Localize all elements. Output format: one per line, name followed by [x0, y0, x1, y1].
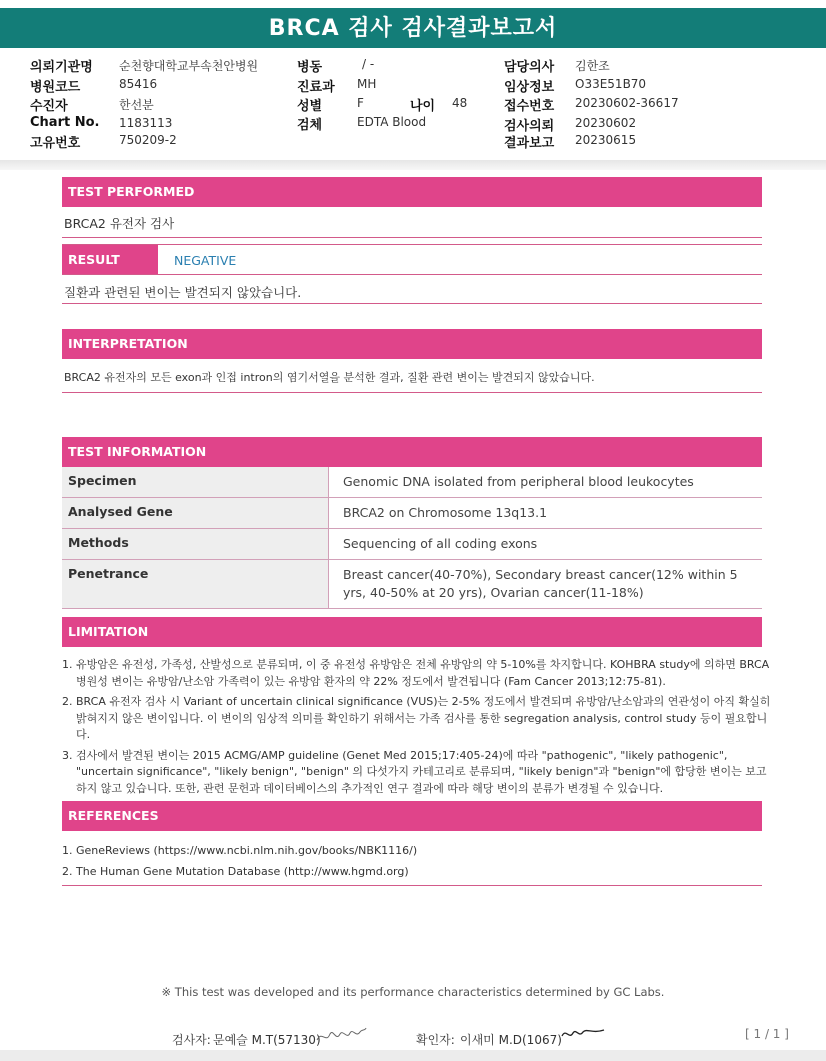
hospital-label: 의뢰기관명 [30, 60, 93, 75]
row-value: Genomic DNA isolated from peripheral blood leukocytes [329, 467, 763, 498]
report-date-value: 20230615 [575, 133, 637, 147]
test-performed-text: BRCA2 유전자 검사 [64, 216, 175, 231]
divider [62, 244, 762, 245]
specimen-value: EDTA Blood [357, 115, 427, 129]
result-heading: RESULT [62, 245, 158, 275]
chart-value: 1183113 [119, 116, 173, 130]
request-value: 20230602 [575, 116, 637, 130]
divider [62, 274, 762, 275]
patient-value: 한선분 [119, 98, 154, 112]
result-text: 질환과 관련된 변이는 발견되지 않았습니다. [64, 285, 302, 300]
interpretation-text: BRCA2 유전자의 모든 exon과 인접 intron의 염기서열을 분석한 결과, 질환 관련 변이는 발견되지 않았습니다. [64, 371, 595, 384]
patient-label: 수진자 [30, 99, 68, 114]
confirmer-label: 확인자: [416, 1033, 455, 1047]
specimen-label: 검체 [297, 118, 323, 133]
age-value: 48 [452, 96, 468, 110]
ward-value: / - [362, 57, 375, 71]
report-date-label: 결과보고 [504, 136, 555, 151]
id-value: 750209-2 [119, 133, 177, 147]
row-key: Analysed Gene [62, 498, 329, 529]
table-row [62, 467, 762, 498]
clinical-value: O33E51B70 [575, 77, 647, 91]
list-item: 3. 검사에서 발견된 변이는 2015 ACMG/AMP guideline (Genet Med 2015;17:405-24)에 따라 "pathogenic", "likely pathogenic", "uncertain significance", "likely benign", "benign" 의 다섯가지 카테고리로 분류되며, "likely benign"과 "benign"에 합당한 변이는 보고하지 않고 있습니다. 또한, 관련 문헌과 데이터베이스의 추가적인 연구 결과에 따라 해당 변이의 분류가 변경될 수 있습니다. [76, 748, 776, 798]
patient-header [0, 56, 826, 158]
test-information-table [62, 467, 762, 609]
list-item: 2. BRCA 유전자 검사 시 Variant of uncertain clinical significance (VUS)는 2-5% 정도에서 발견되며 유방암/난소암과의 연관성이 아직 확실히 밝혀지지 않은 변이입니다. 이 변이의 임상적 의미를 확인하기 위해서는 가족 검사를 통한 segregation analysis, control study 등이 필요합니다. [76, 694, 776, 744]
header-divider [0, 160, 826, 170]
list-item: 1. GeneReviews (https://www.ncbi.nlm.nih.gov/books/NBK1116/) [76, 840, 776, 861]
interpretation-heading: INTERPRETATION [62, 329, 762, 359]
limitation-list [62, 657, 776, 801]
table-row [62, 498, 762, 529]
receipt-label: 접수번호 [504, 99, 555, 114]
confirmer-signature [560, 1024, 606, 1044]
divider [62, 885, 762, 886]
tester-label: 검사자: [172, 1033, 211, 1047]
list-item: 1. 유방암은 유전성, 가족성, 산발성으로 분류되며, 이 중 유전성 유방암은 전체 유방암의 약 5-10%를 차지합니다. KOHBRA study에 의하면 BRCA 병원성 변이는 유방암/난소암 가족력이 있는 유방암 환자의 약 22% 정도에서 발견됩니다 (Fam Cancer 2013;12:75-81). [76, 657, 776, 690]
code-label: 병원코드 [30, 80, 81, 95]
table-row [62, 529, 762, 560]
sex-label: 성별 [297, 99, 323, 114]
tester-signature [314, 1022, 368, 1048]
row-value: BRCA2 on Chromosome 13q13.1 [329, 498, 763, 529]
test-information-heading: TEST INFORMATION [62, 437, 762, 467]
tester-value: 문예슬 M.T(57130) [213, 1033, 321, 1047]
page-number: [ 1 / 1 ] [745, 1027, 789, 1041]
chart-label: Chart No. [30, 115, 100, 130]
code-value: 85416 [119, 77, 158, 91]
row-key: Specimen [62, 467, 329, 498]
references-heading: REFERENCES [62, 801, 762, 831]
row-key: Penetrance [62, 560, 329, 609]
references-list [62, 840, 776, 882]
table-row [62, 560, 762, 609]
dept-value: MH [357, 77, 377, 91]
age-label: 나이 [410, 99, 436, 114]
hospital-value: 순천향대학교부속천안병원 [119, 59, 259, 73]
bottom-margin [0, 1050, 826, 1061]
receipt-value: 20230602-36617 [575, 96, 679, 110]
ward-label: 병동 [297, 60, 323, 75]
limitation-heading: LIMITATION [62, 617, 762, 647]
divider [62, 392, 762, 393]
list-item: 2. The Human Gene Mutation Database (http://www.hgmd.org) [76, 861, 776, 882]
sex-value: F [357, 96, 364, 110]
id-label: 고유번호 [30, 136, 81, 151]
row-key: Methods [62, 529, 329, 560]
doctor-value: 김한조 [575, 59, 610, 73]
doctor-label: 담당의사 [504, 60, 555, 75]
report-title: BRCA 검사 검사결과보고서 [0, 8, 826, 48]
test-performed-heading: TEST PERFORMED [62, 177, 762, 207]
result-value: NEGATIVE [174, 253, 237, 268]
divider [62, 303, 762, 304]
divider [62, 237, 762, 238]
request-label: 검사의뢰 [504, 119, 555, 134]
footer-note: ※ This test was developed and its performance characteristics determined by GC Labs. [161, 985, 665, 999]
clinical-label: 임상정보 [504, 80, 555, 95]
confirmer-value: 이새미 M.D(1067) [460, 1033, 562, 1047]
row-value: Breast cancer(40-70%), Secondary breast cancer(12% within 5 yrs, 40-50% at 20 yrs), Ovarian cancer(11-18%) [329, 560, 763, 609]
dept-label: 진료과 [297, 80, 335, 95]
row-value: Sequencing of all coding exons [329, 529, 763, 560]
